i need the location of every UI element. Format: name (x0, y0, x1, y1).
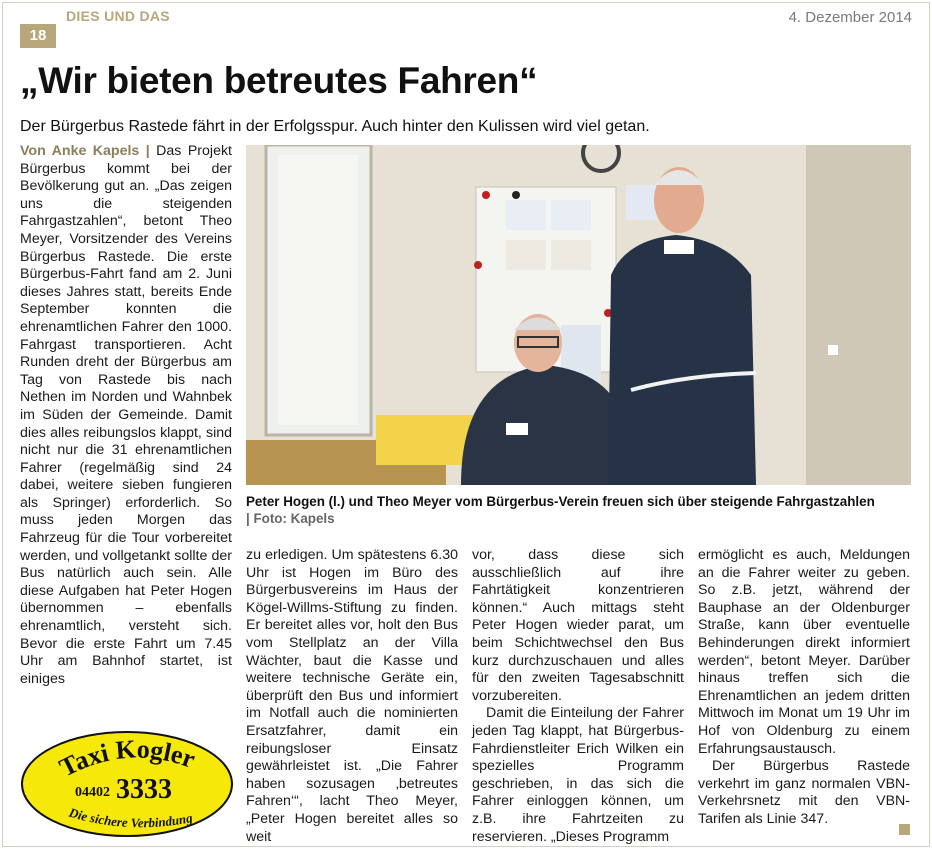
taxi-brand: Taxi Kogler (54, 734, 199, 783)
subheadline: Der Bürgerbus Rastede fährt in der Erfolgsspur. Auch hinter den Kulissen wird viel getan. (20, 118, 650, 135)
article-end-marker (899, 824, 910, 835)
section-label: DIES UND DAS (66, 8, 170, 24)
article-column-4 (698, 547, 910, 829)
author-byline: Von Anke Kapels | (20, 143, 150, 159)
article-photo (246, 145, 911, 485)
headline: „Wir bieten betreutes Fahren“ (20, 60, 538, 101)
taxi-advertisement (20, 730, 234, 838)
column-4-paragraph-2: Der Bürgerbus Rastede verkehrt im ganz normalen VBN-Verkehrsnetz mit den VBN-Tarifen als Linie 347. (698, 758, 910, 827)
photo-caption (246, 493, 911, 527)
column-4-paragraph-1: ermöglicht es auch, Meldungen an die Fahrer weiter zu geben. So z.B. jetzt, während der Bauphase an der Oldenburger Straße, kann über eventuelle Behinderungen direkt informiert werden“, betont Meyer. Darüber hinaus treffen sich die Ehrenamtlichen an jedem dritten Mittwoch im Monat um 19 Uhr im Hof von Oldenburg zu einem Erfahrungsaustausch. (698, 547, 910, 757)
column-3-paragraph-2: Damit die Einteilung der Fahrer jeden Tag klappt, hat Bürgerbus-Fahrdienstleiter Erich Wilken ein spezielles Programm geschrieben, in das sich die Fahrer einloggen können, um z.B. ihre Fahrtzeiten zu reservieren. „Dieses Programm (472, 705, 684, 845)
taxi-phone-number: 3333 (116, 774, 172, 805)
photo-illustration (246, 145, 911, 485)
taxi-area-code: 04402 (75, 785, 110, 800)
taxi-slogan: Die sichere Verbindung (67, 804, 194, 831)
photo-credit: | Foto: Kapels (246, 511, 335, 526)
column-3-paragraph-1: vor, dass diese sich ausschließlich auf ihre Fahrtätigkeit konzentrieren können.“ Auch mittags steht Peter Hogen wieder parat, um beim Schichtwechsel den Bus kurz durchzuschauen und alles für den zweiten Tagesabschnitt vorzubereiten. (472, 547, 684, 704)
caption-text: Peter Hogen (l.) und Theo Meyer vom Bürgerbus-Verein freuen sich über steigende Fahrgastzahlen (246, 494, 875, 509)
taxi-ad-graphic (20, 730, 234, 838)
issue-date: 4. Dezember 2014 (788, 9, 912, 26)
article-column-1 (20, 143, 232, 688)
page-number: 18 (20, 24, 56, 48)
column-2-text: zu erledigen. Um spätestens 6.30 Uhr ist Hogen im Büro des Bürgerbusvereins im Haus der Kögel-Willms-Stiftung zu finden. Er bereitet alles vor, holt den Bus vom Stellplatz an der Villa Wächter, baut die Kasse und weitere technische Geräte ein, überprüft den Bus und informiert im Notfall auch die nominierten Ersatzfahrer, damit ein reibungsloser Einsatz gewährleistet ist. „Die Fahrer haben sozusagen ‚betreutes Fahren‘“, lacht Theo Meyer, „Peter Hogen bereitet alles so weit (246, 547, 458, 845)
article-column-2 (246, 547, 458, 846)
article-column-3 (472, 547, 684, 846)
column-1-text: Das Projekt Bürgerbus kommt bei der Bevölkerung gut an. „Das zeigen uns die steigenden Fahrgastzahlen“, betont Theo Meyer, Vorsitzender des Vereins Bürgerbus Rastede. Die erste Bürgerbus-Fahrt fand am 2. Juni dieses Jahres statt, bereits Ende September konnten die ehrenamtlichen Fahrer den 1000. Fahrgast transportieren. Acht Runden dreht der Bürgerbus am Tag von Rastede bis nach Nethen im Norden und Wahnbek im Süden der Gemeinde. Damit dies alles reibungslos klappt, sind nicht nur die 31 ehrenamtlichen Fahrer (regelmäßig sind 24 dabei, weitere sieben fungieren als Springer) erforderlich. So muss jeden Morgen das Fahrzeug für die Tour vorbereitet werden, und vollgetankt sollte der Bus natürlich auch sein. Alle diese Aufgaben hat Peter Hogen übernommen – ebenfalls ehrenamtlich, versteht sich. Bevor die erste Fahrt um 7.45 Uhr am Bahnhof startet, ist einiges (20, 143, 232, 687)
